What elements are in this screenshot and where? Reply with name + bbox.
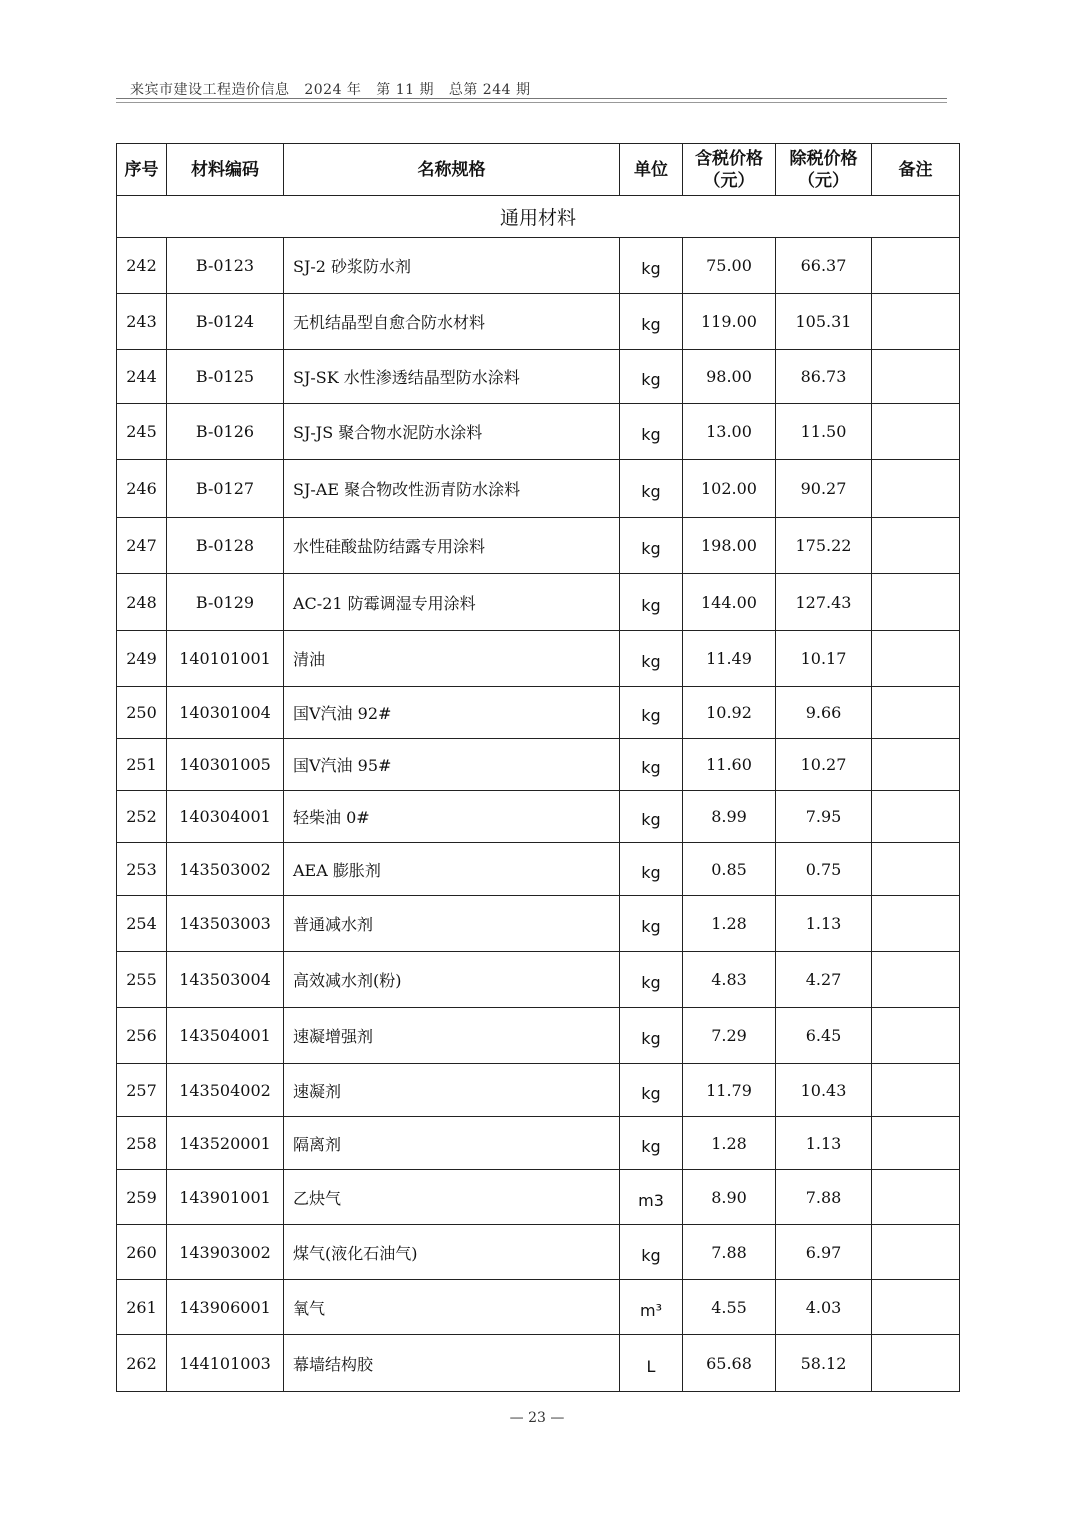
cell-price-excl: 86.73 [776,350,872,404]
table-row [117,1335,960,1392]
cell-name: 乙炔气 [284,1170,620,1225]
cell-price-excl: 127.43 [776,574,872,631]
cell-unit: kg [620,350,683,404]
cell-no: 258 [117,1117,167,1170]
cell-no: 242 [117,238,167,294]
cell-name: 国Ⅴ汽油 95# [284,739,620,791]
cell-code: 143503004 [167,952,284,1008]
cell-unit: kg [620,896,683,952]
section-title: 通用材料 [117,196,960,238]
cell-remark [872,1280,960,1335]
table-row [117,518,960,574]
col-header-tax-excl-line2: （元） [798,170,849,191]
table-row [117,843,960,896]
cell-name: 水性硅酸盐防结露专用涂料 [284,518,620,574]
cell-remark [872,518,960,574]
cell-price-excl: 105.31 [776,294,872,350]
cell-unit: kg [620,1064,683,1117]
cell-no: 260 [117,1225,167,1280]
cell-no: 252 [117,791,167,843]
cell-code: 143504001 [167,1008,284,1064]
cell-unit: kg [620,739,683,791]
cell-price-incl: 10.92 [683,687,776,739]
table-row [117,791,960,843]
cell-remark [872,1117,960,1170]
cell-price-excl: 4.03 [776,1280,872,1335]
col-header-tax-excl-line1: 除税价格 [789,148,858,169]
cell-code: 143901001 [167,1170,284,1225]
cell-unit: kg [620,1225,683,1280]
cell-no: 253 [117,843,167,896]
cell-name: SJ-AE 聚合物改性沥青防水涂料 [284,460,620,518]
cell-price-incl: 119.00 [683,294,776,350]
table-row [117,952,960,1008]
table-row [117,896,960,952]
cell-price-incl: 11.60 [683,739,776,791]
cell-price-incl: 7.88 [683,1225,776,1280]
cell-remark [872,1225,960,1280]
cell-price-excl: 10.17 [776,631,872,687]
header-rule-thin [116,102,947,103]
cell-price-incl: 11.79 [683,1064,776,1117]
cell-price-excl: 6.45 [776,1008,872,1064]
cell-price-excl: 1.13 [776,1117,872,1170]
table-row [117,574,960,631]
cell-name: 煤气(液化石油气) [284,1225,620,1280]
cell-price-excl: 6.97 [776,1225,872,1280]
cell-price-excl: 58.12 [776,1335,872,1392]
cell-name: 无机结晶型自愈合防水材料 [284,294,620,350]
col-header-unit: 单位 [620,144,683,196]
cell-no: 247 [117,518,167,574]
cell-name: SJ-SK 水性渗透结晶型防水涂料 [284,350,620,404]
cell-remark [872,294,960,350]
cell-code: B-0126 [167,404,284,460]
table-row [117,1225,960,1280]
cell-price-excl: 9.66 [776,687,872,739]
cell-remark [872,952,960,1008]
col-header-tax-incl-line2: （元） [703,170,755,191]
cell-no: 254 [117,896,167,952]
col-header-no: 序号 [117,144,167,196]
cell-price-incl: 98.00 [683,350,776,404]
cell-name: 清油 [284,631,620,687]
cell-unit: kg [620,294,683,350]
cell-remark [872,631,960,687]
table-row [117,238,960,294]
table-row [117,350,960,404]
cell-price-excl: 10.27 [776,739,872,791]
cell-price-excl: 1.13 [776,896,872,952]
cell-price-incl: 7.29 [683,1008,776,1064]
cell-name: 速凝剂 [284,1064,620,1117]
cell-no: 246 [117,460,167,518]
cell-code: B-0125 [167,350,284,404]
cell-unit: kg [620,574,683,631]
cell-name: 幕墙结构胶 [284,1335,620,1392]
cell-unit: kg [620,1008,683,1064]
cell-unit: kg [620,518,683,574]
cell-unit: kg [620,791,683,843]
cell-price-excl: 4.27 [776,952,872,1008]
cell-remark [872,687,960,739]
cell-unit: kg [620,238,683,294]
cell-price-incl: 102.00 [683,460,776,518]
cell-price-incl: 75.00 [683,238,776,294]
cell-code: B-0124 [167,294,284,350]
cell-remark [872,404,960,460]
cell-price-excl: 11.50 [776,404,872,460]
cell-price-incl: 8.99 [683,791,776,843]
cell-remark [872,460,960,518]
cell-no: 249 [117,631,167,687]
cell-price-incl: 4.55 [683,1280,776,1335]
cell-code: B-0128 [167,518,284,574]
cell-name: 隔离剂 [284,1117,620,1170]
cell-no: 244 [117,350,167,404]
cell-remark [872,1335,960,1392]
cell-no: 243 [117,294,167,350]
cell-code: 143903002 [167,1225,284,1280]
section-row [117,196,960,238]
cell-code: 140304001 [167,791,284,843]
cell-code: 143503002 [167,843,284,896]
cell-code: 144101003 [167,1335,284,1392]
cell-no: 261 [117,1280,167,1335]
table-row [117,687,960,739]
cell-remark [872,739,960,791]
cell-no: 255 [117,952,167,1008]
cell-remark [872,238,960,294]
page-header: 来宾市建设工程造价信息 2024 年 第 11 期 总第 244 期 [130,82,531,98]
cell-remark [872,1008,960,1064]
table-row [117,1280,960,1335]
table-row [117,460,960,518]
cell-price-incl: 11.49 [683,631,776,687]
cell-code: 143504002 [167,1064,284,1117]
cell-no: 259 [117,1170,167,1225]
cell-name: AC-21 防霉调湿专用涂料 [284,574,620,631]
cell-price-incl: 144.00 [683,574,776,631]
col-header-tax-incl-line1: 含税价格 [695,148,763,169]
cell-remark [872,1170,960,1225]
cell-no: 248 [117,574,167,631]
cell-unit: L [620,1335,683,1392]
cell-name: 普通减水剂 [284,896,620,952]
cell-no: 262 [117,1335,167,1392]
cell-price-excl: 66.37 [776,238,872,294]
cell-no: 250 [117,687,167,739]
cell-name: SJ-2 砂浆防水剂 [284,238,620,294]
cell-name: 氧气 [284,1280,620,1335]
cell-price-incl: 0.85 [683,843,776,896]
cell-no: 257 [117,1064,167,1117]
cell-remark [872,574,960,631]
col-header-tax-incl [683,144,776,196]
cell-name: 高效减水剂(粉) [284,952,620,1008]
col-header-tax-excl [776,144,872,196]
cell-price-excl: 7.88 [776,1170,872,1225]
cell-remark [872,843,960,896]
col-header-code: 材料编码 [167,144,284,196]
cell-unit: kg [620,460,683,518]
table-row [117,404,960,460]
cell-price-excl: 0.75 [776,843,872,896]
cell-no: 256 [117,1008,167,1064]
cell-no: 251 [117,739,167,791]
cell-price-incl: 1.28 [683,896,776,952]
cell-price-excl: 175.22 [776,518,872,574]
cell-name: 轻柴油 0# [284,791,620,843]
cell-unit: kg [620,404,683,460]
cell-unit: kg [620,687,683,739]
cell-price-incl: 198.00 [683,518,776,574]
table-row [117,1117,960,1170]
table-header-row [117,144,960,196]
cell-code: B-0123 [167,238,284,294]
cell-code: 143906001 [167,1280,284,1335]
cell-remark [872,1064,960,1117]
cell-unit: kg [620,952,683,1008]
cell-code: B-0127 [167,460,284,518]
cell-name: 国Ⅴ汽油 92# [284,687,620,739]
cell-price-incl: 13.00 [683,404,776,460]
cell-name: 速凝增强剂 [284,1008,620,1064]
page-number: — 23 — [509,1410,565,1426]
cell-unit: m³ [620,1280,683,1335]
cell-no: 245 [117,404,167,460]
cell-price-incl: 4.83 [683,952,776,1008]
cell-unit: m3 [620,1170,683,1225]
cell-code: 140101001 [167,631,284,687]
cell-unit: kg [620,631,683,687]
cell-remark [872,791,960,843]
cell-remark [872,350,960,404]
cell-price-excl: 10.43 [776,1064,872,1117]
cell-name: SJ-JS 聚合物水泥防水涂料 [284,404,620,460]
table-row [117,294,960,350]
table-row [117,739,960,791]
table-row [117,1008,960,1064]
cell-price-excl: 90.27 [776,460,872,518]
col-header-remark: 备注 [872,144,960,196]
table-row [117,631,960,687]
price-table [116,143,960,1392]
cell-unit: kg [620,1117,683,1170]
table-row [117,1170,960,1225]
cell-code: 140301004 [167,687,284,739]
cell-price-incl: 65.68 [683,1335,776,1392]
cell-remark [872,896,960,952]
cell-code: 140301005 [167,739,284,791]
cell-unit: kg [620,843,683,896]
cell-price-incl: 1.28 [683,1117,776,1170]
cell-name: AEA 膨胀剂 [284,843,620,896]
cell-code: 143520001 [167,1117,284,1170]
cell-code: 143503003 [167,896,284,952]
cell-price-excl: 7.95 [776,791,872,843]
table-row [117,1064,960,1117]
cell-price-incl: 8.90 [683,1170,776,1225]
col-header-name: 名称规格 [284,144,620,196]
header-rule [116,98,947,99]
cell-code: B-0129 [167,574,284,631]
